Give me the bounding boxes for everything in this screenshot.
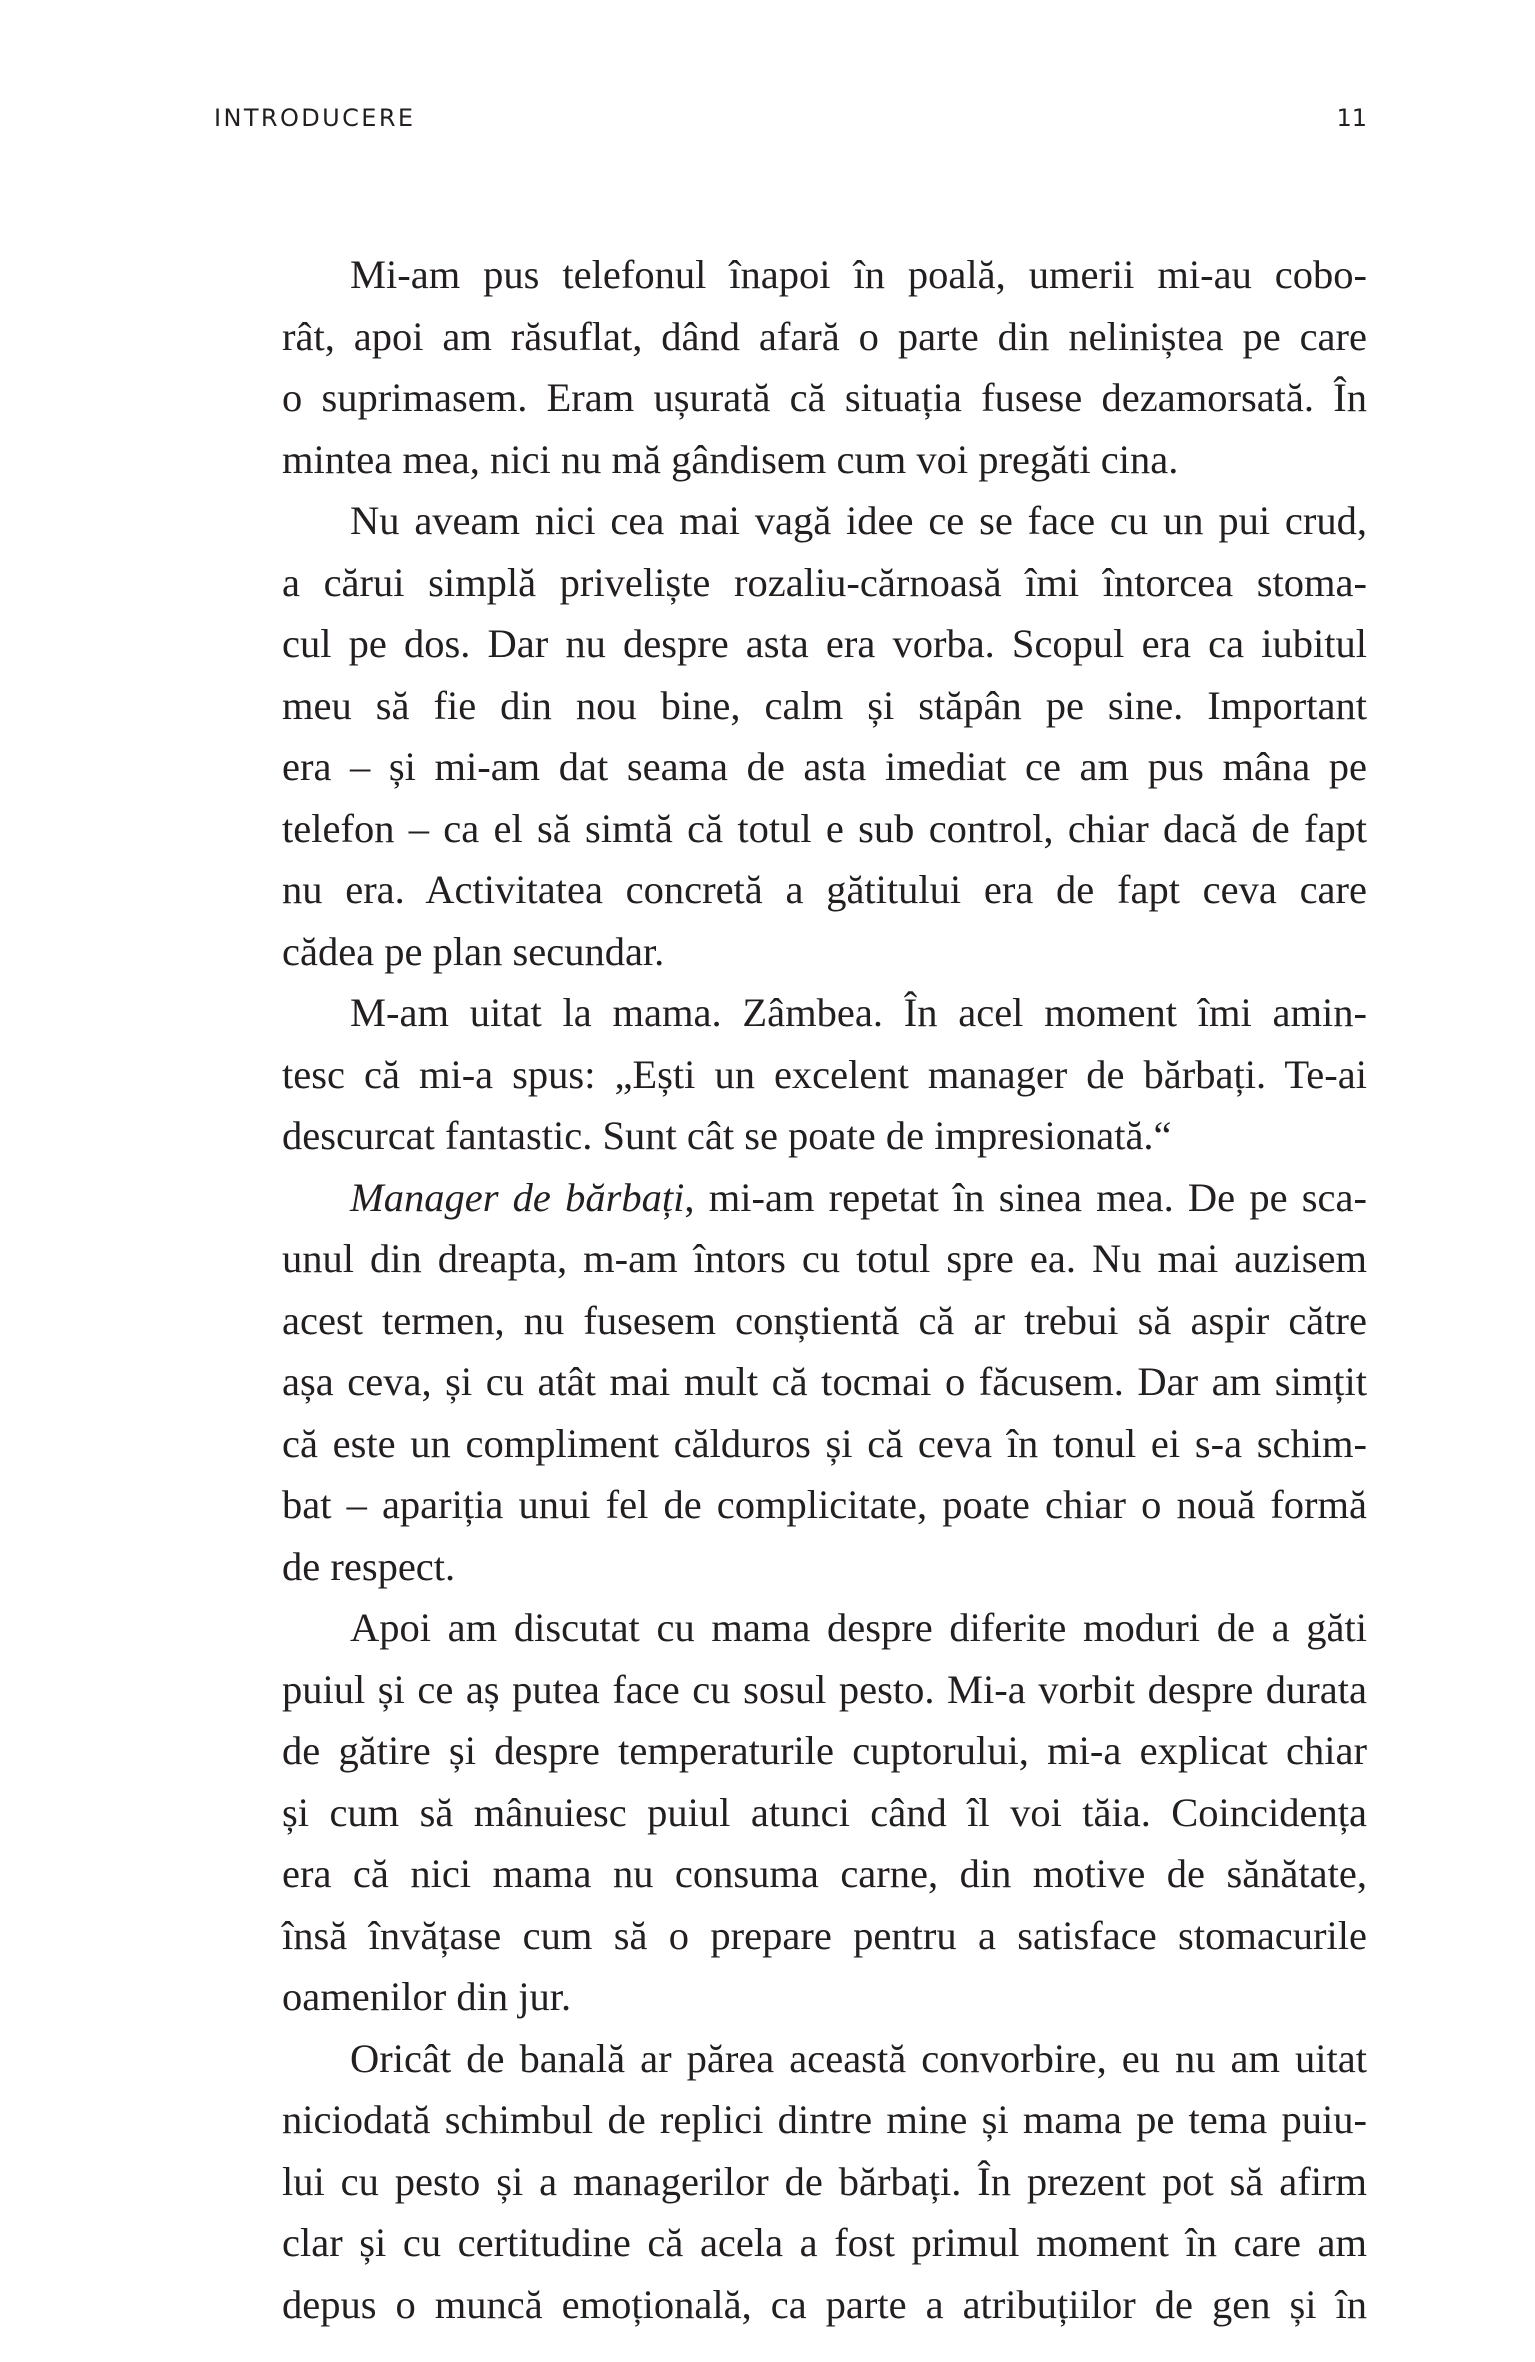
text-line: lui cu pesto și a managerilor de bărbați. În prezent pot să afirm: [282, 2158, 1367, 2204]
text-line: meu să fie din nou bine, calm și stăpân pe sine. Important: [282, 682, 1367, 728]
body-text: [214, 244, 1367, 2335]
text-line: cul pe dos. Dar nu despre asta era vorba. Scopul era ca iubitul: [282, 621, 1367, 666]
text-line: că este un compliment călduros și că ceva în tonul ei s-a schim-: [282, 1420, 1367, 1466]
text-line: [214, 1167, 1367, 1229]
text-line: tesc că mi-a spus: „Ești un excelent manager de bărbați. Te-ai: [282, 1051, 1367, 1097]
section-title: INTRODUCERE: [214, 104, 416, 132]
running-head: [214, 104, 1367, 144]
text-line: acest termen, nu fusesem conștientă că ar trebui să aspir către: [282, 1297, 1367, 1343]
text-line: oamenilor din jur.: [282, 1974, 572, 2019]
text-line: era că nici mama nu consuma carne, din motive de sănătate,: [282, 1851, 1367, 1896]
text-line: rât, apoi am răsuflat, dând afară o parte din neliniștea pe care: [282, 313, 1367, 359]
text-line: o suprimasem. Eram ușurată că situația fusese dezamorsată. În: [282, 375, 1367, 420]
text-line: telefon – ca el să simtă că totul e sub control, chiar dacă de fapt: [282, 805, 1367, 851]
text-line: Oricât de banală ar părea această convorbire, eu nu am uitat: [350, 2035, 1367, 2081]
text-line: era – și mi-am dat seama de asta imediat ce am pus mâna pe: [282, 744, 1367, 789]
text-line: clar și cu certitudine că acela a fost primul moment în care am: [282, 2220, 1367, 2265]
text-line: însă învățase cum să o prepare pentru a satisface stomacurile: [282, 1912, 1367, 1958]
text-line: Apoi am discutat cu mama despre diferite moduri de a găti: [350, 1605, 1367, 1650]
paragraph-6: [214, 2028, 1367, 2336]
paragraph-5: [214, 1597, 1367, 2028]
text-line: de respect.: [282, 1543, 456, 1589]
text-line: de gătire și despre temperaturile cuptorului, mi-a explicat chiar: [282, 1728, 1367, 1773]
text-line: așa ceva, și cu atât mai mult că tocmai o făcusem. Dar am simțit: [282, 1359, 1367, 1404]
text-line: nu era. Activitatea concretă a gătitului era de fapt ceva care: [282, 867, 1367, 912]
text-line: M-am uitat la mama. Zâmbea. În acel moment îmi amin-: [350, 990, 1367, 1035]
text-line: cădea pe plan secundar.: [282, 928, 665, 974]
text-line: Nu aveam nici cea mai vagă idee ce se face cu un pui crud,: [350, 498, 1367, 543]
text-line: Mi-am pus telefonul înapoi în poală, umerii mi-au cobo-: [350, 252, 1367, 297]
paragraph-3: [214, 982, 1367, 1167]
text-line: depus o muncă emoțională, ca parte a atribuțiilor de gen și în: [282, 2281, 1367, 2327]
text-line: a cărui simplă priveliște rozaliu-cărnoasă îmi întorcea stoma-: [282, 559, 1367, 605]
paragraph-2: [214, 490, 1367, 982]
italic-phrase: Manager de bărbați: [350, 1174, 685, 1220]
paragraph-4: [214, 1167, 1367, 1598]
paragraph-1: [214, 244, 1367, 490]
text-fragment: , mi-am repetat în sinea mea. De pe sca-: [684, 1174, 1367, 1220]
text-line: mintea mea, nici nu mă gândisem cum voi pregăti cina.: [282, 436, 1179, 482]
text-line: și cum să mânuiesc puiul atunci când îl voi tăia. Coincidența: [282, 1789, 1367, 1835]
text-line: unul din dreapta, m-am întors cu totul spre ea. Nu mai auzisem: [282, 1236, 1367, 1281]
page-number: 11: [1336, 104, 1367, 132]
text-line: puiul și ce aș putea face cu sosul pesto. Mi-a vorbit despre durata: [282, 1666, 1367, 1712]
text-line: descurcat fantastic. Sunt cât se poate de impresionată.“: [282, 1113, 1172, 1158]
text-line: bat – apariția unui fel de complicitate, poate chiar o nouă formă: [282, 1482, 1367, 1527]
text-line: niciodată schimbul de replici dintre mine și mama pe tema puiu-: [282, 2097, 1367, 2142]
